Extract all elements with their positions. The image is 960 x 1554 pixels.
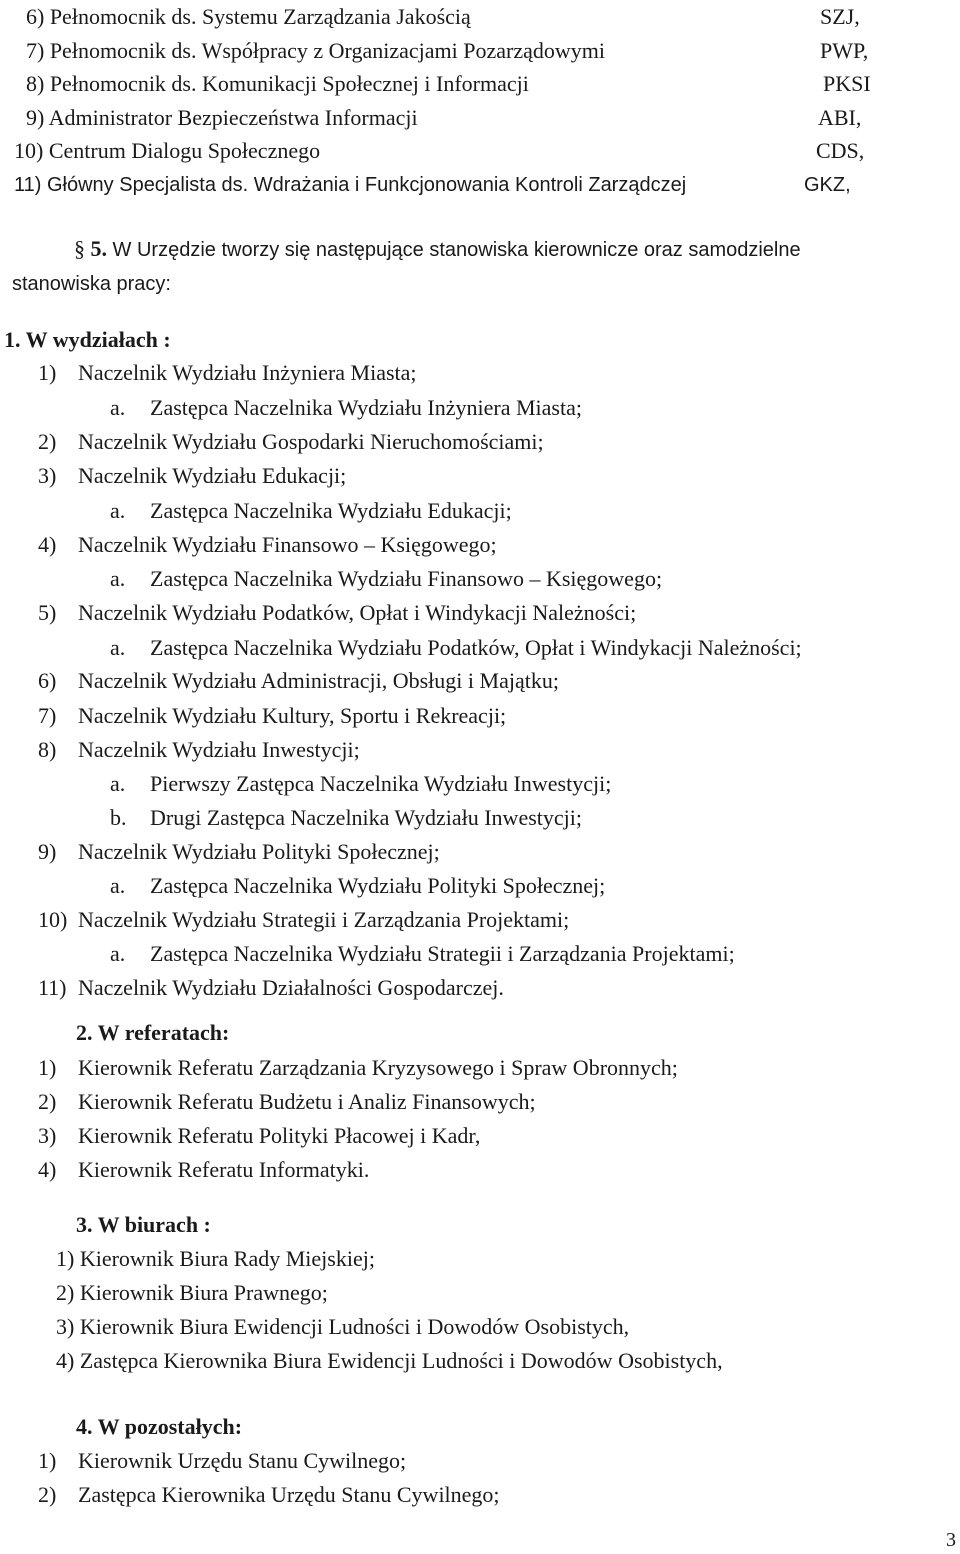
- top-list-item-10: 10) Centrum Dialogu Społecznego: [14, 138, 321, 163]
- list-item-number: a.: [110, 873, 126, 898]
- list-item-text: Naczelnik Wydziału Polityki Społecznej;: [78, 839, 440, 864]
- top-list-code-11: GKZ,: [804, 174, 851, 196]
- list-item-text: 4) Zastępca Kierownika Biura Ewidencji Ludności i Dowodów Osobistych,: [56, 1348, 723, 1373]
- top-list-item-11: 11) Główny Specjalista ds. Wdrażania i Funkcjonowania Kontroli Zarządczej: [14, 174, 687, 196]
- list-item: [38, 1057, 678, 1079]
- list-item-number: a.: [110, 771, 126, 796]
- list-item: [38, 1450, 406, 1472]
- list-item-number: 2): [38, 429, 57, 454]
- list-item-text: Kierownik Referatu Budżetu i Analiz Finansowych;: [78, 1089, 536, 1114]
- list-item-text: 2) Kierownik Biura Prawnego;: [56, 1280, 328, 1305]
- list-item-text: Naczelnik Wydziału Edukacji;: [78, 463, 347, 488]
- list-item: [38, 534, 497, 556]
- list-item-text: Drugi Zastępca Naczelnika Wydziału Inwestycji;: [150, 805, 582, 830]
- list-item-number: 10): [38, 907, 68, 932]
- section-text-line2: stanowiska pracy:: [12, 273, 171, 295]
- list-item-text: Zastępca Naczelnika Wydziału Inżyniera Miasta;: [150, 395, 582, 420]
- top-list-item-8: 8) Pełnomocnik ds. Komunikacji Społecznej i Informacji: [26, 71, 529, 96]
- list-item-text: Kierownik Referatu Informatyki.: [78, 1157, 370, 1182]
- list-item: [38, 841, 440, 863]
- list-item: [110, 637, 802, 659]
- top-list-code-6: SZJ,: [820, 4, 860, 29]
- list-item-number: 2): [38, 1089, 57, 1114]
- top-list-item-9: 9) Administrator Bezpieczeństwa Informacji: [26, 105, 418, 130]
- list-item: [38, 602, 636, 624]
- list-item-number: 1): [38, 1055, 57, 1080]
- list-item-number: 5): [38, 600, 57, 625]
- list-item-number: 6): [38, 668, 57, 693]
- list-item-number: 11): [38, 975, 67, 1000]
- wydzialy-heading: 1. W wydziałach :: [4, 327, 171, 352]
- list-item-text: Naczelnik Wydziału Inwestycji;: [78, 737, 360, 762]
- list-item-number: a.: [110, 566, 126, 591]
- list-item-text: Kierownik Referatu Polityki Płacowej i Kadr,: [78, 1123, 481, 1148]
- section-text-line1: W Urzędzie tworzy się następujące stanowiska kierownicze oraz samodzielne: [107, 239, 801, 261]
- referaty-heading: 2. W referatach:: [76, 1020, 230, 1045]
- pozostale-heading: 4. W pozostałych:: [76, 1414, 243, 1439]
- top-list-item-6: 6) Pełnomocnik ds. Systemu Zarządzania Jakością: [26, 4, 471, 29]
- list-item-text: Naczelnik Wydziału Finansowo – Księgowego;: [78, 532, 497, 557]
- list-item: [110, 943, 735, 965]
- list-item-text: Zastępca Naczelnika Wydziału Finansowo – Księgowego;: [150, 566, 663, 591]
- list-item: [110, 875, 605, 897]
- section-symbol: §: [74, 236, 85, 261]
- list-item: [38, 1091, 536, 1113]
- list-item-number: b.: [110, 805, 127, 830]
- list-item-text: Naczelnik Wydziału Administracji, Obsługi i Majątku;: [78, 668, 559, 693]
- list-item-number: 4): [38, 1157, 57, 1182]
- list-item-text: 3) Kierownik Biura Ewidencji Ludności i Dowodów Osobistych,: [56, 1314, 630, 1339]
- list-item-text: Zastępca Naczelnika Wydziału Edukacji;: [150, 498, 512, 523]
- list-item-number: 9): [38, 839, 57, 864]
- list-item-text: Zastępca Naczelnika Wydziału Polityki Społecznej;: [150, 873, 606, 898]
- list-item: [38, 1159, 369, 1181]
- list-item: [38, 977, 504, 999]
- list-item: [56, 1282, 328, 1304]
- list-item-text: Naczelnik Wydziału Kultury, Sportu i Rekreacji;: [78, 703, 507, 728]
- list-item: [38, 739, 360, 761]
- list-item-number: 2): [38, 1482, 57, 1507]
- section-heading: [74, 238, 801, 260]
- list-item: [38, 1125, 480, 1147]
- list-item-number: 3): [38, 463, 57, 488]
- page-number: 3: [946, 1529, 956, 1551]
- list-item-text: Naczelnik Wydziału Strategii i Zarządzania Projektami;: [78, 907, 570, 932]
- list-item-number: a.: [110, 941, 126, 966]
- top-list-code-8: PKSI: [823, 71, 871, 96]
- list-item: [110, 807, 582, 829]
- list-item: [38, 465, 346, 487]
- biura-heading: 3. W biurach :: [76, 1212, 211, 1237]
- list-item-text: Naczelnik Wydziału Gospodarki Nieruchomościami;: [78, 429, 544, 454]
- list-item-number: 1): [38, 360, 57, 385]
- list-item: [110, 500, 512, 522]
- list-item: [38, 362, 417, 384]
- top-list-code-7: PWP,: [820, 38, 869, 63]
- list-item-text: Zastępca Naczelnika Wydziału Strategii i Zarządzania Projektami;: [150, 941, 735, 966]
- list-item: [38, 431, 544, 453]
- list-item-text: Naczelnik Wydziału Podatków, Opłat i Windykacji Należności;: [78, 600, 637, 625]
- list-item: [56, 1248, 375, 1270]
- list-item-text: 1) Kierownik Biura Rady Miejskiej;: [56, 1246, 375, 1271]
- list-item: [38, 1484, 500, 1506]
- list-item-number: 7): [38, 703, 57, 728]
- list-item: [110, 773, 611, 795]
- list-item-text: Kierownik Urzędu Stanu Cywilnego;: [78, 1448, 407, 1473]
- list-item-number: a.: [110, 395, 126, 420]
- list-item: [56, 1316, 629, 1338]
- list-item-number: 8): [38, 737, 57, 762]
- list-item-number: a.: [110, 498, 126, 523]
- list-item-number: 3): [38, 1123, 57, 1148]
- list-item: [38, 670, 559, 692]
- list-item-text: Kierownik Referatu Zarządzania Kryzysowego i Spraw Obronnych;: [78, 1055, 678, 1080]
- section-number: 5.: [90, 236, 107, 261]
- list-item: [38, 909, 569, 931]
- top-list-code-10: CDS,: [816, 138, 865, 163]
- list-item-text: Naczelnik Wydziału Inżyniera Miasta;: [78, 360, 417, 385]
- list-item: [110, 568, 662, 590]
- list-item-text: Zastępca Naczelnika Wydziału Podatków, Opłat i Windykacji Należności;: [150, 635, 802, 660]
- list-item: [38, 705, 506, 727]
- list-item-number: 4): [38, 532, 57, 557]
- top-list-code-9: ABI,: [818, 105, 862, 130]
- list-item: [110, 397, 582, 419]
- list-item-text: Pierwszy Zastępca Naczelnika Wydziału Inwestycji;: [150, 771, 612, 796]
- list-item: [56, 1350, 723, 1372]
- list-item-number: a.: [110, 635, 126, 660]
- top-list-item-7: 7) Pełnomocnik ds. Współpracy z Organizacjami Pozarządowymi: [26, 38, 605, 63]
- list-item-text: Naczelnik Wydziału Działalności Gospodarczej.: [78, 975, 504, 1000]
- list-item-number: 1): [38, 1448, 57, 1473]
- list-item-text: Zastępca Kierownika Urzędu Stanu Cywilnego;: [78, 1482, 500, 1507]
